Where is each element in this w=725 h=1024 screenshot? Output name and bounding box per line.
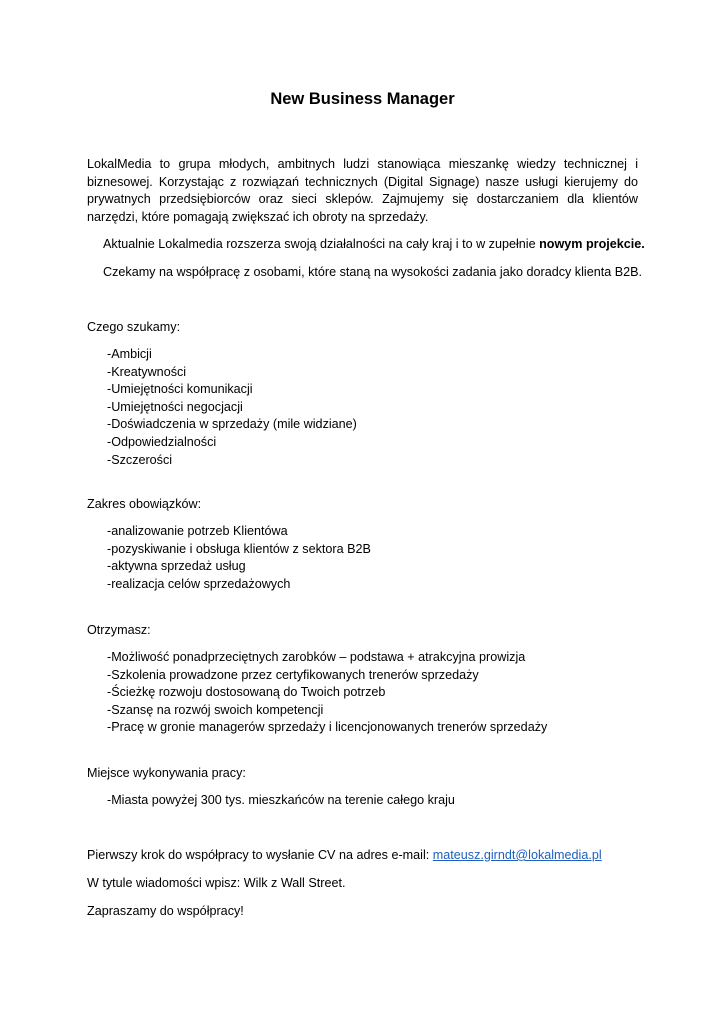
list-item: -Umiejętności komunikacji [107, 382, 253, 397]
looking-for-list [107, 346, 357, 469]
list-item: -aktywna sprzedaż usług [107, 559, 246, 574]
cv-text: Pierwszy krok do współpracy to wysłanie CV na adres e-mail: [87, 848, 433, 862]
location-list [107, 792, 455, 810]
expansion-paragraph [87, 236, 645, 254]
list-item: -Doświadczenia w sprzedaży (mile widziane) [107, 417, 357, 432]
list-item: -Pracę w gronie managerów sprzedaży i licencjonowanych trenerów sprzedaży [107, 720, 548, 735]
list-item: -Szczerości [107, 452, 173, 467]
expansion-bold-text: nowym projekcie. [539, 237, 645, 251]
list-item: -Ambicji [107, 347, 152, 361]
page-title: New Business Manager [270, 90, 455, 108]
list-item: -Miasta powyżej 300 tys. mieszkańców na terenie całego kraju [107, 793, 455, 807]
list-item: -Ścieżkę rozwoju dostosowaną do Twoich potrzeb [107, 685, 386, 700]
duties-list [107, 523, 371, 593]
offer-list [107, 649, 547, 737]
list-item: -Szansę na rozwój swoich kompetencji [107, 702, 324, 717]
cooperation-paragraph: Czekamy na współpracę z osobami, które staną na wysokości zadania jako doradcy klienta B2B. [103, 265, 643, 279]
list-item: -Szkolenia prowadzone przez certyfikowanych trenerów sprzedaży [107, 667, 479, 682]
location-heading: Miejsce wykonywania pracy: [87, 766, 246, 780]
list-item: -analizowanie potrzeb Klientówa [107, 524, 288, 538]
list-item: -Możliwość ponadprzeciętnych zarobków – podstawa + atrakcyjna prowizja [107, 650, 526, 664]
list-item: -Umiejętności negocjacji [107, 399, 243, 414]
list-item: -pozyskiwanie i obsługa klientów z sektora B2B [107, 541, 371, 556]
list-item: -realizacja celów sprzedażowych [107, 576, 291, 591]
list-item: -Odpowiedzialności [107, 434, 217, 449]
intro-paragraph: LokalMedia to grupa młodych, ambitnych ludzi stanowiąca mieszankę wiedzy technicznej i biznesowej. Korzystając z rozwiązań technicznych (Digital Signage) nasze usługi kierujemy do prywatnych przedsiębiorców oraz sieci sklepów. Zajmujemy się dostarczaniem dla klientów narzędzi, które pomagają zwiększać ich obroty na sprzedaży. [87, 157, 638, 224]
expansion-text: Aktualnie Lokalmedia rozszerza swoją działalności na cały kraj i to w zupełnie [103, 237, 540, 251]
subject-paragraph: W tytule wiadomości wpisz: Wilk z Wall Street. [87, 876, 346, 890]
duties-heading: Zakres obowiązków: [87, 497, 202, 511]
closing-paragraph: Zapraszamy do współpracy! [87, 904, 244, 918]
cv-paragraph [87, 847, 602, 865]
looking-for-heading: Czego szukamy: [87, 320, 181, 334]
email-link[interactable]: mateusz.girndt@lokalmedia.pl [432, 848, 602, 862]
list-item: -Kreatywności [107, 364, 187, 379]
offer-heading: Otrzymasz: [87, 623, 151, 637]
